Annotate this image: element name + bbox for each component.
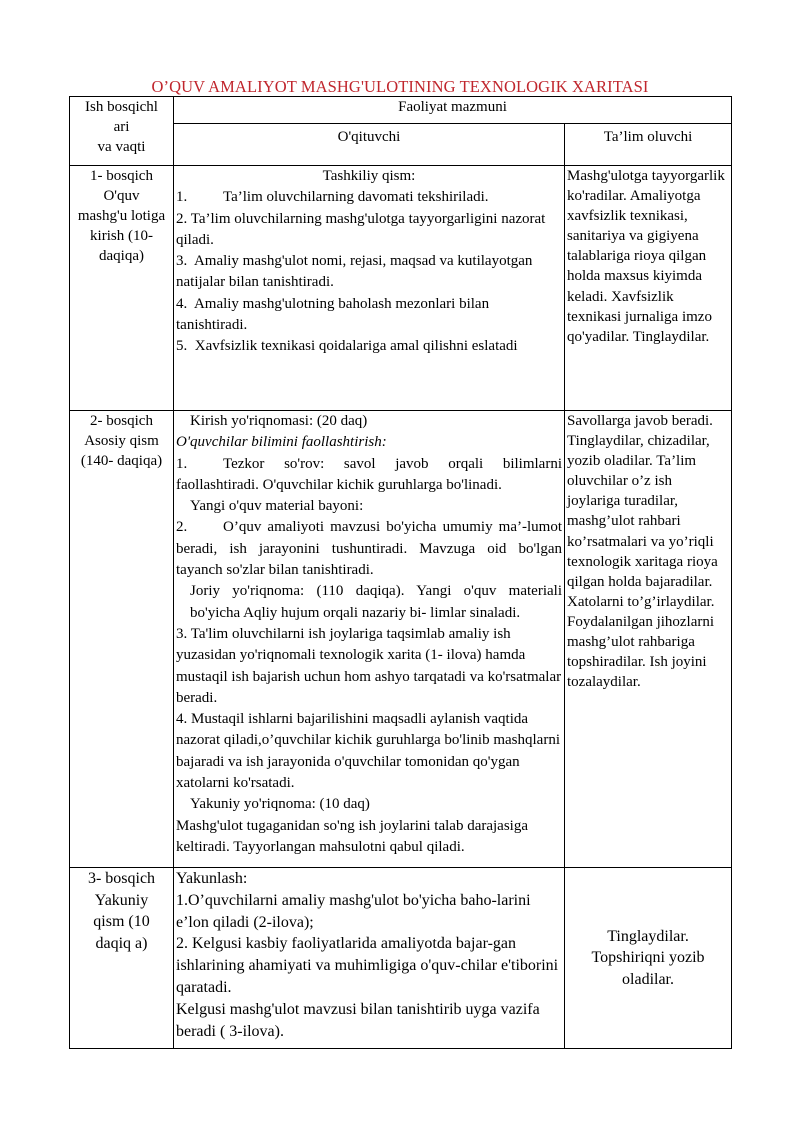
list-item: 1. Ta’lim oluvchilarning davomati tekshiriladi. [176,189,489,206]
list-item: 2. Kelgusi kasbiy faoliyatlarida amaliyotda bajar-gan ishlarining ahamiyati va muhimligiga o'quv-chilar e'tiborini qaratadi. [176,935,559,996]
intro-instruction: Kirish yo'riqnomasi: (20 daq) [190,413,368,429]
list-item: 4. Amaliy mashg'ulotning baholash mezonlari bilan tanishtiradi. [176,295,490,334]
student-cell-1: Mashg'ulotga tayyorgarlik ko'radilar. Amaliyotga xavfsizlik texnikasi, sanitariya va gigiyena talablariga rioya qilgan holda maxsus kiyimda keladi. Xavfsizlik texnikasi jurnaliga imzo qo'yadilar. Tinglaydilar. [565,166,732,411]
list-item: 3. Amaliy mashg'ulot nomi, rejasi, maqsad va kutilayotgan natijalar bilan tanishtiradi. [176,253,533,291]
stage-cell-3: 3- bosqich Yakuniy qism (10 daqiq a) [70,868,174,1049]
header-stage-time: Ish bosqichl ari va vaqti [70,97,174,166]
header-student: Ta’lim oluvchi [565,124,732,166]
final-instruction: Yakuniy yo'riqnoma: (10 daq) [190,796,370,813]
final-text: Mashg'ulot tugaganidan so'ng ish joylarini talab darajasiga keltiradi. Tayyorlangan mahsulotni qabul qiladi. [176,817,528,855]
table-header-row-1 [70,97,732,124]
stage-cell-2: 2- bosqich Asosiy qism (140- daqiqa) [70,411,174,868]
student-cell-2: Savollarga javob beradi. Tinglaydilar, chizadilar, yozib oladilar. Ta’lim oluvchilar o’z ish joylariga turadilar, mashg’ulot rahbari ko’rsatmalari va yo’riqli texnologik xaritaga rioya qilgan holda bajaradilar. Xatolarni to’g’irlaydilar. Foydalanilgan jihozlarni mashg’ulot rahbariga topshiradilar. Ish joyini tozalaydilar. [565,411,732,868]
list-item: 1. Tezkor so'rov: savol javob orqali bilimlarni faollashtiradi. O'quvchilar kichik guruhlarga bo'linadi. [176,455,562,493]
list-item: 1.O’quvchilarni amaliy mashg'ulot bo'yicha baho-larini e’lon qiladi (2-ilova); [176,891,531,931]
list-item: Kelgusi mashg'ulot mavzusi bilan tanishtirib uyga vazifa beradi ( 3-ilova). [176,1000,540,1040]
list-item: 5. Xavfsizlik texnikasi qoidalariga amal qilishni eslatadi [176,338,518,355]
list-item: 4. Mustaqil ishlarni bajarilishini maqsadli aylanish vaqtida nazorat qiladi,o’quvchilar kichik guruhlarga bo'linib mashqlarni bajaradi va ish jarayonida o'quvchilar tomonidan qo'ygan xatolarni ko'rsatadi. [176,711,560,792]
current-instruction: Joriy yo'riqnoma: (110 daqiqa). Yangi o'quv materiali bo'yicha Aqliy hujum orqali nazariy bi- limlar sinaladi. [190,583,562,621]
table-row [70,411,732,868]
technology-map-table [69,96,732,1049]
teacher-cell-3 [174,868,565,1049]
teacher-heading: Tashkiliy qism: [322,168,416,184]
table-row [70,166,732,411]
list-item: 2. Ta’lim oluvchilarning mashg'ulotga tayyorgarligini nazorat qiladi. [176,210,546,248]
list-item: 2. O’quv amaliyoti mavzusi bo'yicha umumiy ma’-lumot beradi, ish jarayonini tushuntiradi. Mavzuga oid bo'lgan tayanch so'zlar bilan tanishtiradi. [176,519,562,579]
table-row [70,868,732,1049]
student-cell-3: Tinglaydilar. Topshiriqni yozib oladilar. [565,868,732,1049]
document-title: O’QUV AMALIYOT MASHG'ULOTINING TEXNOLOGIK XARITASI [151,77,649,96]
activate-knowledge: O'quvchilar bilimini faollashtirish: [176,434,387,451]
header-teacher: O'qituvchi [174,124,565,166]
teacher-cell-2 [174,411,565,868]
summary-heading: Yakunlash: [176,870,248,887]
new-material: Yangi o'quv material bayoni: [190,498,364,515]
header-activity-content: Faoliyat mazmuni [174,97,732,124]
stage-cell-1: 1- bosqich O'quv mashg'u lotiga kirish (10- daqiqa) [70,166,174,411]
teacher-cell-1 [174,166,565,411]
list-item: 3. Ta'lim oluvchilarni ish joylariga taqsimlab amaliy ish yuzasidan yo'riqnomali texnologik xarita (1- ilova) hamda mustaqil ish bajarish uchun hom ashyo tarqatadi va ko'rsatmalar beradi. [176,625,562,706]
